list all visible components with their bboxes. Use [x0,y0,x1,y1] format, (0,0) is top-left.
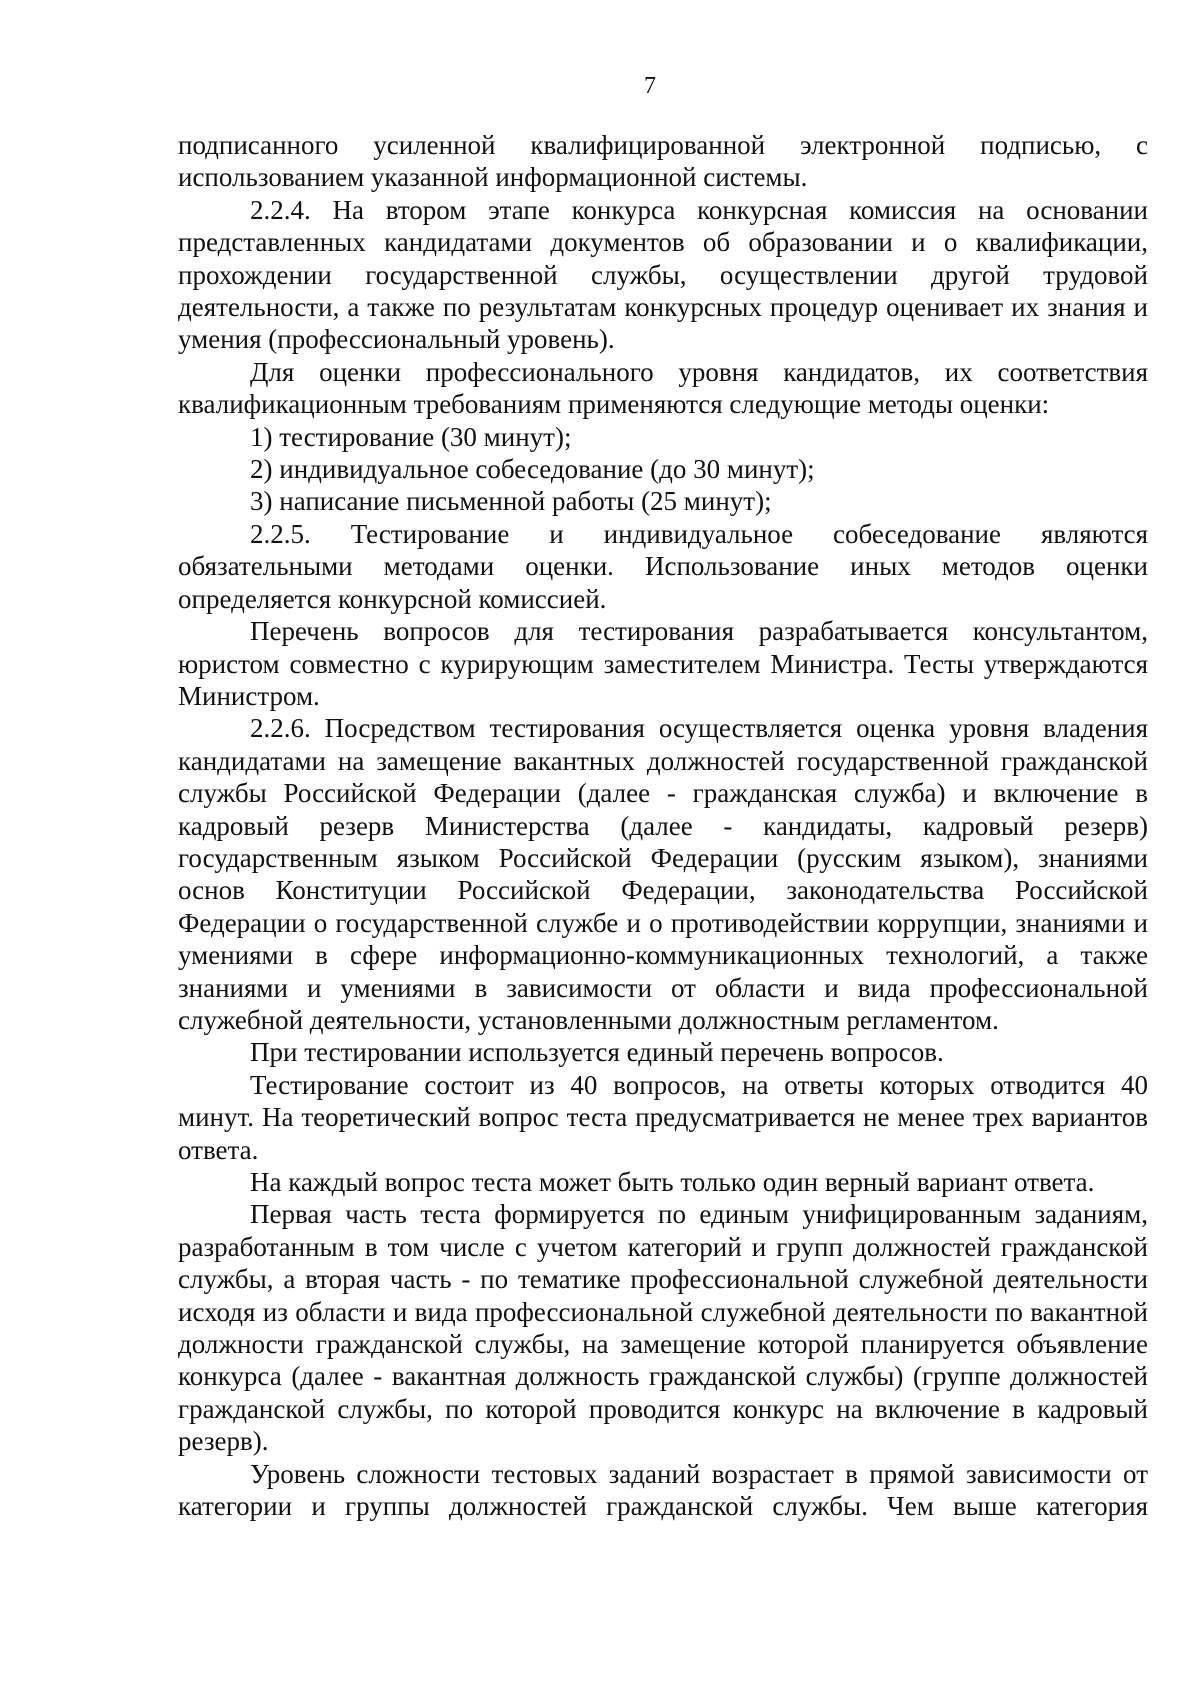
paragraph: Уровень сложности тестовых заданий возрастает в прямой зависимости от категории и группы должностей гражданской службы. Чем выше категория [178,1458,1148,1522]
paragraph: 1) тестирование (30 минут); [250,421,572,452]
paragraph: Тестирование состоит из 40 вопросов, на ответы которых отводится 40 минут. На теоретический вопрос теста предусматривается не менее трех вариантов ответа. [178,1069,1148,1165]
paragraph: 2) индивидуальное собеседование (до 30 минут); [250,454,815,485]
paragraph: 2.2.4. На втором этапе конкурса конкурсная комиссия на основании представленных кандидатами документов об образовании и о квалификации, прохождении государственной службы, осуществлении другой трудовой деятельности, а также по результатам конкурсных процедур оценивает их знания и умения (профессиональный уровень). [178,194,1148,355]
paragraph: подписанного усиленной квалифицированной электронной подписью, с использованием указанной информационной системы. [178,130,1148,193]
paragraph: 3) написание письменной работы (25 минут); [250,486,772,517]
paragraph: Первая часть теста формируется по единым унифицированным заданиям, разработанным в том числе с учетом категорий и групп должностей гражданской службы, а вторая часть - по тематике профессиональной служебной деятельности исходя из области и вида профессиональной служебной деятельности по вакантной должности гражданской службы, на замещение которой планируется объявление конкурса (далее - вакантная должность гражданской службы) (группе должностей гражданской службы, по которой проводится конкурс на включение в кадровый резерв). [178,1199,1148,1457]
paragraph: 2.2.6. Посредством тестирования осуществляется оценка уровня владения кандидатами на замещение вакантных должностей государственной гражданской службы Российской Федерации (далее - гражданская служба) и включение в кадровый резерв Министерства (далее - кандидаты, кадровый резерв) государственным языком Российской Федерации (русским языком), знаниями основ Конституции Российской Федерации, законодательства Российской Федерации о государственной службе и о противодействии коррупции, знаниями и умениями в сфере информационно-коммуникационных технологий, а также знаниями и умениями в зависимости от области и вида профессиональной служебной деятельности, установленными должностным регламентом. [178,713,1148,1035]
paragraph: На каждый вопрос теста может быть только один верный вариант ответа. [250,1167,1095,1197]
paragraph: 2.2.5. Тестирование и индивидуальное собеседование являются обязательными методами оценки. Использование иных методов оценки определяется конкурсной комиссией. [178,518,1148,614]
paragraph: Перечень вопросов для тестирования разрабатывается консультантом, юристом совместно с курирующим заместителем Министра. Тесты утверждаются Министром. [178,616,1148,711]
document-body [178,129,1148,1522]
paragraph: Для оценки профессионального уровня кандидатов, их соответствия квалификационным требованиям применяются следующие методы оценки: [178,356,1148,420]
paragraph: При тестировании используется единый перечень вопросов. [250,1037,944,1068]
page-number: 7 [644,73,656,99]
